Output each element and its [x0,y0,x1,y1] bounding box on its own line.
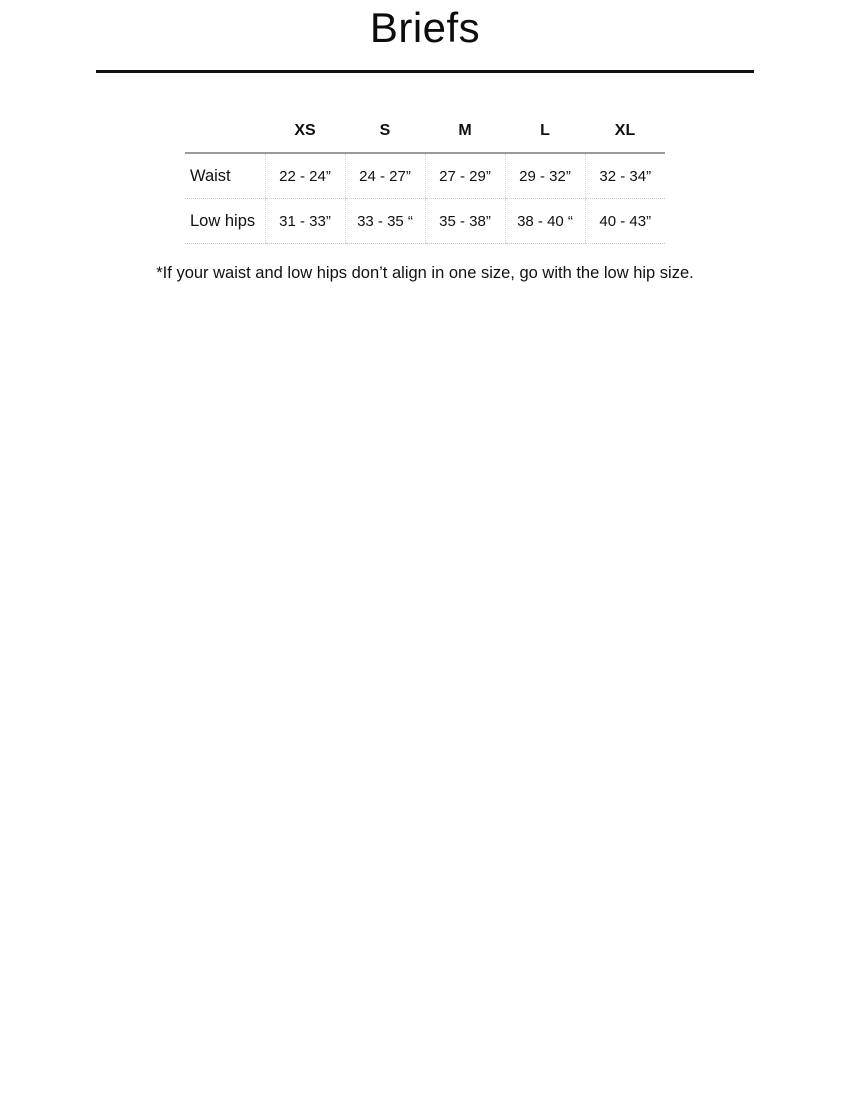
low-hips-xl-cell: 40 - 43” [585,199,665,244]
footnote-text: *If your waist and low hips don’t align in one size, go with the low hip size. [156,264,694,282]
waist-xs-cell: 22 - 24” [265,153,345,199]
header-size-s: S [345,110,425,153]
waist-l-cell: 29 - 32” [505,153,585,199]
header-size-xl: XL [585,110,665,153]
header-row [185,110,665,153]
header-size-m: M [425,110,505,153]
low-hips-s-cell: 33 - 35 “ [345,199,425,244]
header-size-l: L [505,110,585,153]
title-divider [96,70,754,73]
row-label-low-hips: Low hips [185,199,265,244]
header-corner-cell [185,110,265,153]
table-row-low-hips [185,199,665,244]
waist-xl-cell: 32 - 34” [585,153,665,199]
low-hips-m-cell: 35 - 38” [425,199,505,244]
table-row-waist [185,153,665,199]
page-title: Briefs [369,4,481,51]
waist-s-cell: 24 - 27” [345,153,425,199]
size-chart-table [185,110,665,244]
low-hips-xs-cell: 31 - 33” [265,199,345,244]
header-size-xs: XS [265,110,345,153]
row-label-waist: Waist [185,153,265,199]
waist-m-cell: 27 - 29” [425,153,505,199]
low-hips-l-cell: 38 - 40 “ [505,199,585,244]
